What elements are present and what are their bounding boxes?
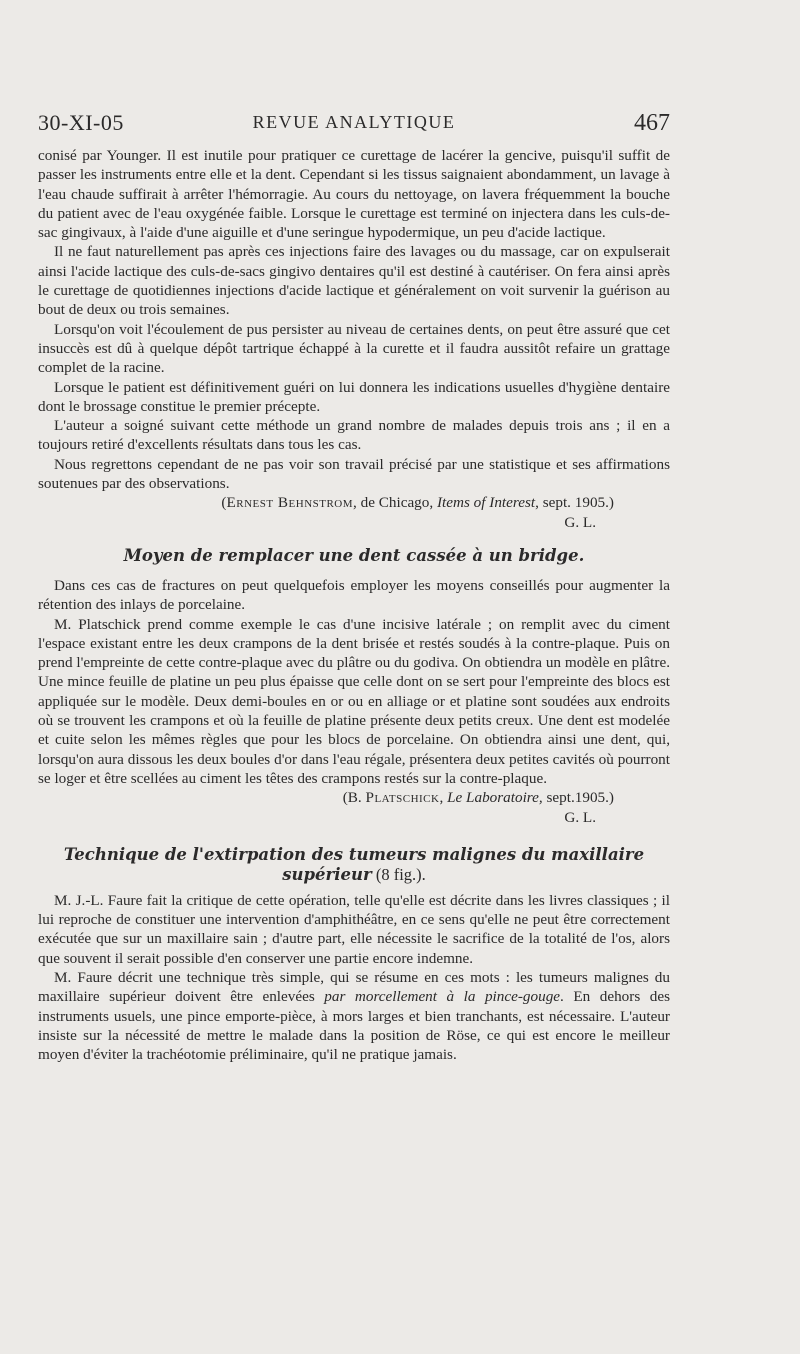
running-header bbox=[38, 110, 670, 144]
paragraph: M. J.-L. Faure fait la critique de cette opération, telle qu'elle est décrite dans les livres classiques ; il lui reproche de constituer une intervention d'amphithéâtre, en ce sens qu'elle ne peut être correctement exécutée que sur un maxillaire sain ; d'autre part, elle nécessite le sacrifice de la totalité de l'os, alors que souvent il serait possible d'en conserver une partie encore indemne. bbox=[38, 891, 670, 967]
paragraph: conisé par Younger. Il est inutile pour pratiquer ce curettage de lacérer la gencive, puisqu'il suffit de passer les instruments entre elle et la dent. Cependant si les tissus saignaient abondamment, un lavage à l'eau chaude suffirait à arrêter l'hémorragie. Au cours du nettoyage, on lavera fréquemment la bouche du patient avec de l'eau oxygénée faible. Lorsque le curettage est terminé on injectera dans les culs-de-sac gingivaux, à l'aide d'une aiguille et d'une seringue hypodermique, un peu d'acide lactique. bbox=[38, 147, 670, 242]
citation bbox=[38, 788, 670, 807]
citation-date: sept.1905.) bbox=[542, 789, 614, 807]
paragraph-text: M. Faure décrit une technique très simple, qui se résume en ces mots : les tumeurs malignes du maxillaire supérieur doivent être enlevées bbox=[38, 968, 670, 1006]
citation-date: , sept. 1905.) bbox=[535, 494, 614, 512]
citation bbox=[38, 493, 670, 512]
paragraph-text: . En dehors des instruments usuels, une pince emporte-pièce, à mors larges et bien tranchants, est nécessaire. L'auteur insiste sur la nécessité de mettre le malade dans la position de Röse, ce qui est encore le meilleur moyen d'éviter la trachéotomie préliminaire, qu'il ne pratique jamais. bbox=[38, 988, 670, 1064]
citation-open: ( bbox=[221, 494, 227, 512]
paragraph: Il ne faut naturellement pas après ces injections faire des lavages ou du massage, car on expulserait ainsi l'acide lactique des culs-de-sacs gingivo dentaires qu'il est destiné à cautériser. On fera ainsi après le curettage de quotidiennes injections d'acide lactique et généralement on voit survenir la guérison au bout de deux ou trois semaines. bbox=[38, 243, 670, 319]
paragraph: L'auteur a soigné suivant cette méthode un grand nombre de malades depuis trois ans ; il en a toujours retiré d'excellents résultats dans tous les cas. bbox=[38, 417, 670, 454]
citation-place: , de Chicago, bbox=[353, 494, 437, 512]
paragraph: Nous regrettons cependant de ne pas voir son travail précisé par une statistique et ses affirmations soutenues par des observations. bbox=[38, 455, 670, 493]
section-title bbox=[38, 845, 670, 885]
citation-journal: Le Laboratoire, bbox=[447, 789, 543, 807]
paragraph bbox=[38, 968, 670, 1064]
signature: G. L. bbox=[564, 513, 596, 531]
header-title: REVUE ANALYTIQUE bbox=[252, 112, 456, 132]
citation-journal: Items of Interest bbox=[436, 494, 536, 512]
citation-open: (B. bbox=[342, 789, 366, 807]
emphasis: par morcellement à la pince-gouge bbox=[324, 988, 561, 1006]
citation-author: Platschick bbox=[365, 789, 440, 807]
paragraph: Dans ces cas de fractures on peut quelquefois employer les moyens conseillés pour augmenter la rétention des inlays de porcelaine. bbox=[38, 576, 670, 614]
figure-count: (8 fig.). bbox=[371, 864, 426, 884]
paragraph: M. Platschick prend comme exemple le cas d'une incisive latérale ; on remplit avec du ciment l'espace existant entre les deux crampons de la dent brisée et restés soudés à la contre-plaque. Puis on prend l'empreinte de cette contre-plaque avec du plâtre ou du godiva. On obtiendra un modèle en plâtre. Une mince feuille de platine un peu plus épaisse que celle dont on se sert pour l'empreinte des blocs est appliquée sur le modèle. Deux demi-boules en or ou en alliage or et platine sont soudées aux endroits où se trouvent les crampons et où la feuille de platine présente deux petits creux. Une dent est modelée et cuite selon les mêmes règles que pour les blocs de porcelaine. On obtiendra ainsi une dent, qui, lorsqu'on aura dissous les deux boules d'or dans l'eau régale, présentera deux petites cavités où pourront se loger et être scellées au ciment les têtes des crampons restés sur la contre-plaque. bbox=[38, 615, 670, 787]
paragraph: Lorsque le patient est définitivement guéri on lui donnera les indications usuelles d'hygiène dentaire dont le brossage constitue le premier précepte. bbox=[38, 378, 670, 415]
citation-author: Ernest Behnstrom bbox=[226, 494, 354, 512]
page-body bbox=[38, 146, 670, 1064]
page-number: 467 bbox=[634, 110, 670, 136]
paragraph: Lorsqu'on voit l'écoulement de pus persister au niveau de certaines dents, on peut être assuré que cet insuccès est dû à quelque dépôt tartrique échappé à la curette et il faudra aussitôt refaire un grattage complet de la racine. bbox=[38, 320, 670, 377]
citation-separator: , bbox=[439, 789, 448, 807]
header-date: 30-XI-05 bbox=[38, 110, 124, 135]
section-title-text: Technique de l'extirpation des tumeurs malignes du maxillaire supérieur bbox=[63, 844, 645, 884]
section-title: Moyen de remplacer une dent cassée à un bridge. bbox=[123, 545, 585, 565]
signature: G. L. bbox=[564, 808, 596, 826]
